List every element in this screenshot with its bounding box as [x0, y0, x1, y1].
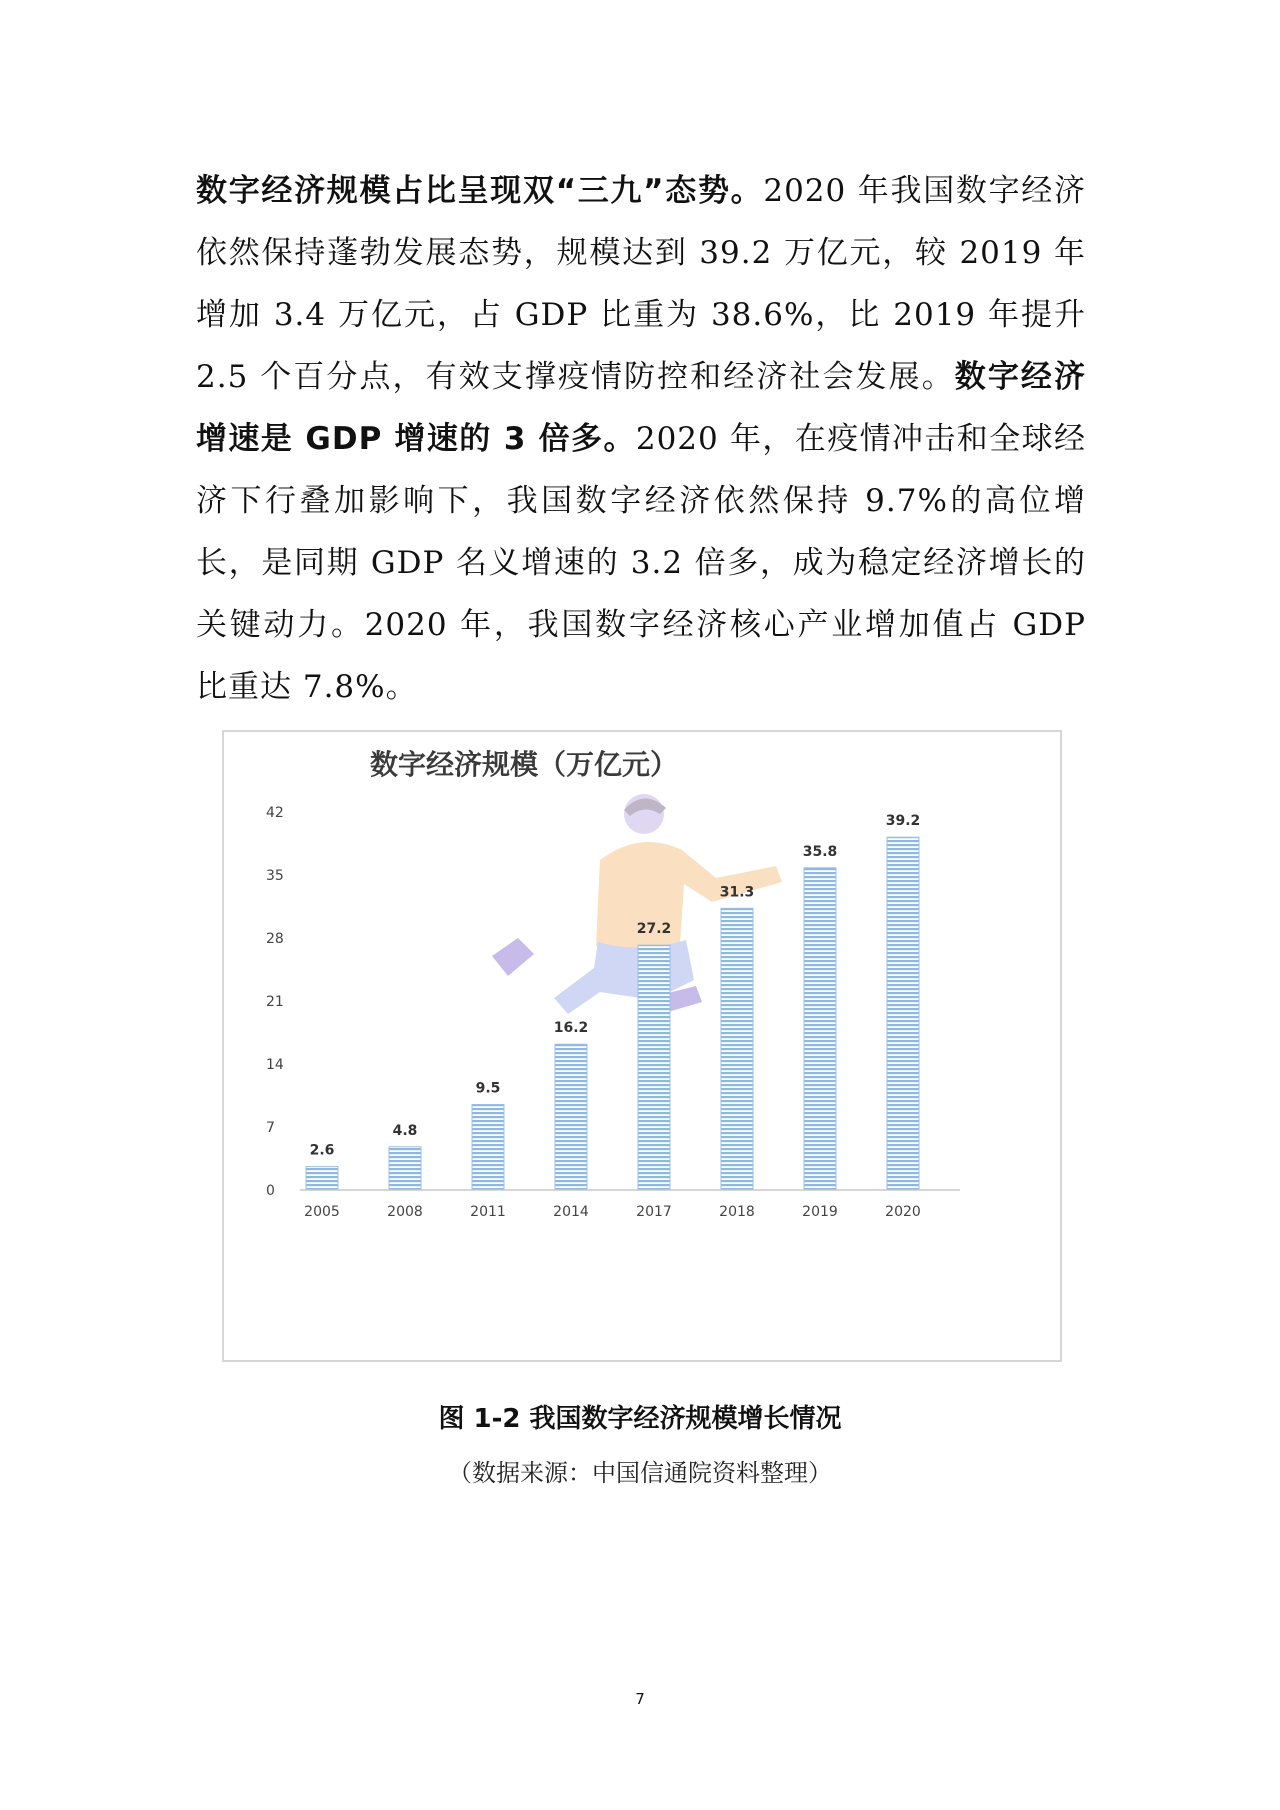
- bar-value-label: 2.6: [309, 1142, 335, 1159]
- y-tick-label: 7: [266, 1120, 275, 1136]
- bar-2020: [887, 837, 919, 1190]
- y-tick-label: 0: [266, 1183, 275, 1199]
- bar-2011: [472, 1105, 504, 1191]
- body-text-1: 2020 年我国数字经济依然保持蓬勃发展态势，规模达到 39.2 万亿元，较 2019 年增加 3.4 万亿元，占 GDP 比重为 38.6%，比 2019 年提升 2.5 个百分点，有效支撑疫情防控和经济社会发展。: [196, 173, 1087, 395]
- bar-value-label: 27.2: [636, 921, 672, 938]
- bar-2014: [555, 1044, 587, 1190]
- heading-sentence-2: 数字经济增速是 GDP 增速的 3 倍多。: [196, 359, 1087, 457]
- figure-caption: 图 1-2 我国数字经济规模增长情况: [438, 1404, 842, 1434]
- x-tick-label: 2019: [802, 1204, 838, 1220]
- x-tick-label: 2005: [304, 1204, 340, 1220]
- bar-value-label: 31.3: [719, 884, 755, 901]
- y-tick-label: 21: [266, 994, 284, 1010]
- page-number: 7: [635, 1690, 645, 1708]
- bar-value-label: 35.8: [802, 843, 838, 860]
- body-paragraph: [196, 160, 1086, 718]
- y-tick-label: 28: [266, 931, 284, 947]
- x-axis-labels: [304, 1204, 921, 1220]
- bar-2005: [306, 1167, 338, 1190]
- figure-source: （数据来源：中国信通院资料整理）: [448, 1459, 832, 1487]
- y-tick-label: 35: [266, 868, 284, 884]
- chart-frame: [222, 730, 1062, 1362]
- bar-2019: [804, 868, 836, 1190]
- bar-value-label: 39.2: [885, 813, 921, 830]
- x-tick-label: 2014: [553, 1204, 589, 1220]
- y-tick-label: 42: [266, 805, 284, 821]
- bar-value-label: 9.5: [475, 1080, 501, 1097]
- x-tick-label: 2008: [387, 1204, 423, 1220]
- x-tick-label: 2020: [885, 1204, 921, 1220]
- bar-2017: [638, 945, 670, 1190]
- body-text-2: 2020 年，在疫情冲击和全球经济下行叠加影响下，我国数字经济依然保持 9.7%的高位增长，是同期 GDP 名义增速的 3.2 倍多，成为稳定经济增长的关键动力。2020 年，我国数字经济核心产业增加值占 GDP 比重达 7.8%。: [196, 421, 1086, 705]
- x-tick-label: 2017: [636, 1204, 672, 1220]
- bar-chart: [224, 732, 1060, 1360]
- y-tick-label: 14: [266, 1057, 284, 1073]
- y-axis: [266, 805, 284, 1199]
- chart-title: 数字经济规模（万亿元）: [369, 748, 679, 781]
- heading-sentence-1: 数字经济规模占比呈现双“三九”态势。: [196, 173, 764, 209]
- bar-value-label: 16.2: [553, 1020, 589, 1037]
- bar-2008: [389, 1147, 421, 1190]
- x-tick-label: 2018: [719, 1204, 755, 1220]
- bar-value-label: 4.8: [392, 1122, 418, 1139]
- x-tick-label: 2011: [470, 1204, 506, 1220]
- bar-2018: [721, 908, 753, 1190]
